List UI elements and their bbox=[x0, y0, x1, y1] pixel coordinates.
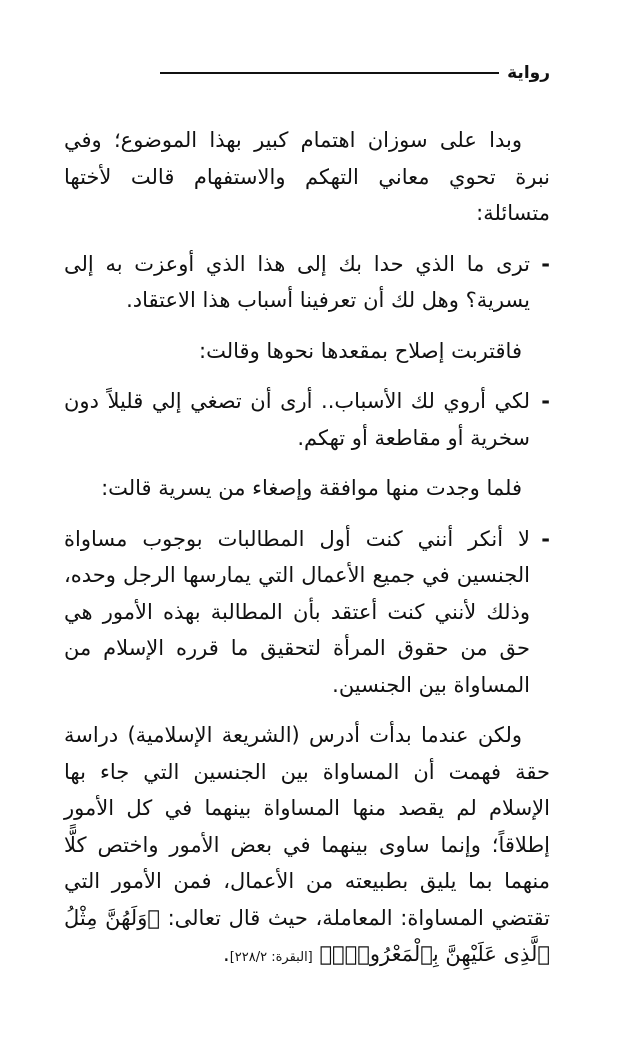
quran-verse: ﴿وَلَهُنَّ مِثْلُ ٱلَّذِى عَلَيْهِنَّ بِٱلْمَعْرُوفِۚ﴾ bbox=[64, 905, 550, 966]
dialogue-item-2 bbox=[64, 383, 550, 456]
verse-reference: [البقرة: ٢٢٨/٢] bbox=[229, 950, 313, 965]
paragraph-3: فلما وجدت منها موافقة وإصغاء من يسرية قالت: bbox=[101, 476, 522, 500]
running-header bbox=[160, 58, 550, 88]
dialogue-text-3: لا أنكر أنني كنت أول المطالبات بوجوب مساواة الجنسين في جميع الأعمال التي يمارسها الرجل وحده، وذلك لأنني كنت أعتقد بأن المطالبة بهذه الأمور هي حق من حقوق المرأة لتحقيق ما قرره الإسلام من المساواة بين الجنسين. bbox=[64, 526, 530, 697]
dash-marker: - bbox=[541, 526, 550, 551]
page-body bbox=[64, 122, 550, 977]
paragraph-4 bbox=[64, 717, 550, 977]
header-title: رواية bbox=[507, 63, 550, 83]
paragraph-1: وبدا على سوزان اهتمام كبير بهذا الموضوع؛ وفي نبرة تحوي معاني التهكم والاستفهام قالت لأختها متسائلة: bbox=[64, 128, 550, 225]
dash-marker: - bbox=[541, 389, 550, 413]
dash-marker: - bbox=[541, 251, 550, 276]
dialogue-item-1 bbox=[64, 246, 550, 319]
header-rule bbox=[160, 72, 499, 74]
paragraph-2: فاقتربت إصلاح بمقعدها نحوها وقالت: bbox=[199, 338, 522, 363]
dialogue-text-2: لكي أروي لك الأسباب.. أرى أن تصغي إلي قليلاً دون سخرية أو مقاطعة أو تهكم. bbox=[64, 389, 530, 450]
dialogue-item-3 bbox=[64, 521, 550, 704]
paragraph-4-text: ولكن عندما بدأت أدرس (الشريعة الإسلامية) دراسة حقة فهمت أن المساواة بين الجنسين التي جاء بها الإسلام لم يقصد منها المساواة بينهما في كل الأمور إطلاقاً؛ وإنما ساوى بينهما في بعض الأمور واختص كلًّا منهما بما يليق بطبيعته من الأعمال، فمن الأمور التي تقتضي المساواة: المعاملة، حيث قال تعالى: bbox=[64, 723, 550, 930]
verse-end-period: . bbox=[223, 942, 230, 966]
dialogue-text-1: ترى ما الذي حدا بك إلى هذا الذي أوعزت به إلى يسرية؟ وهل لك أن تعرفينا أسباب هذا الاعتقاد. bbox=[64, 251, 530, 312]
